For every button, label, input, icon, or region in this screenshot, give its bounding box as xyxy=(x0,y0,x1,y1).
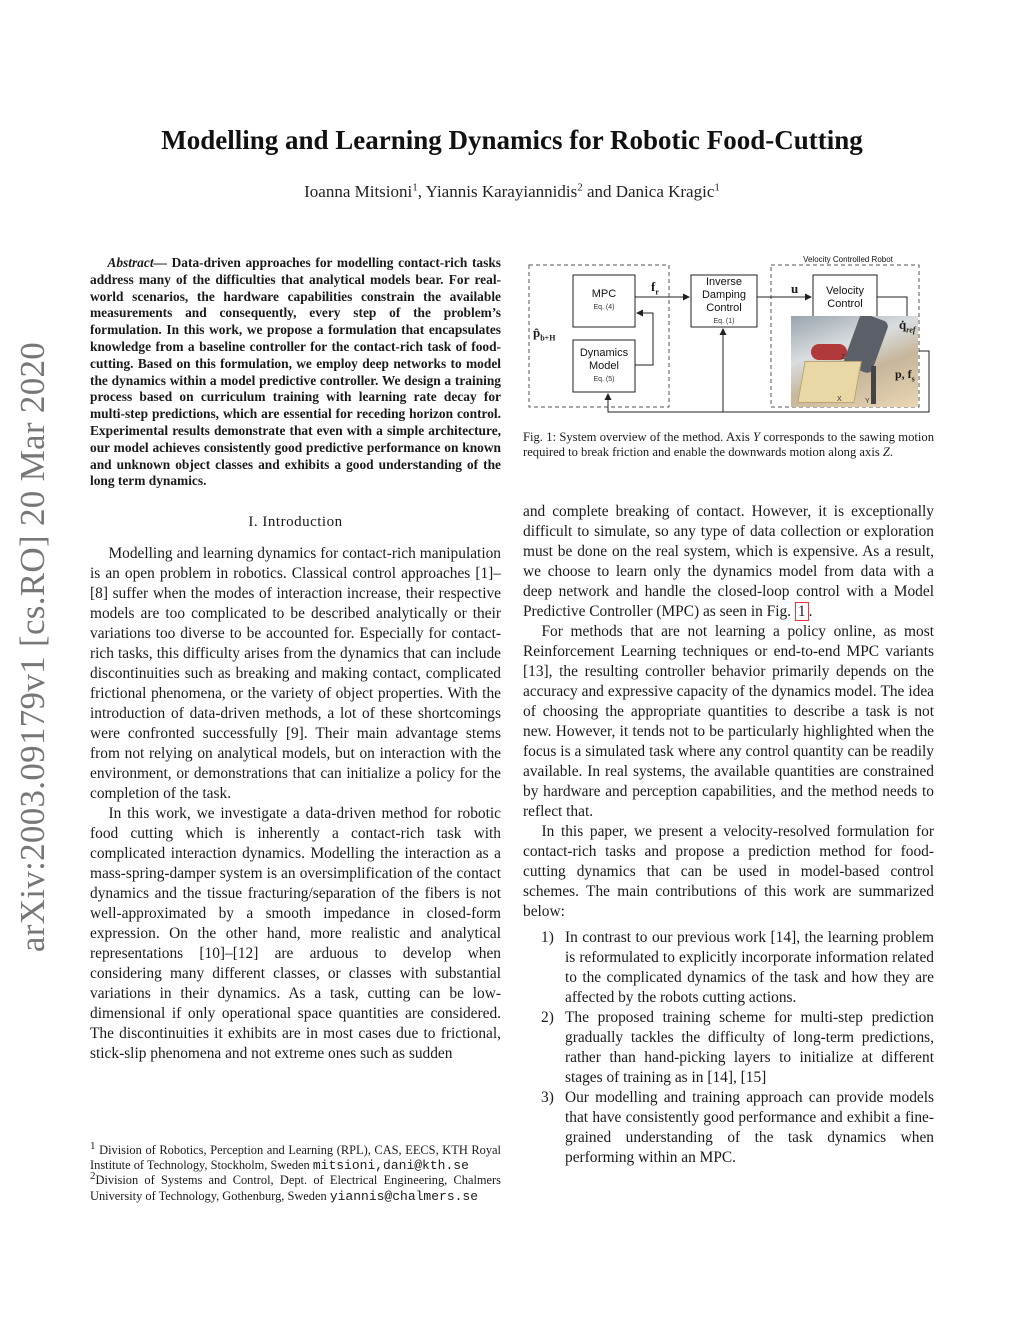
caption-axis-z: Z xyxy=(882,445,890,459)
contribution-item: 3) Our modelling and training approach can provide models that have consistently good performance and exhibit a fine-grained understanding of the task dynamics when performing within an MPC. xyxy=(541,1089,934,1166)
section-heading-introduction: I. Introduction xyxy=(248,514,343,531)
intro-paragraph-1: Modelling and learning dynamics for contact-rich manipulation is an open problem in robotics. Classical control approaches [1]–[8] suffer when the modes of interaction increase, their respective models are too complicated to be described analytically or their variations too diverse to be accounted for. Especially for contact-rich tasks, this difficulty arises from the dynamics that can include discontinuities such as breaking and making contact, complicated frictional phenomena, or the variety of object properties. With the introduction of data-driven methods, a lot of these shortcomings were confronted successfully [9]. Their main advantage stems from not relying on analytical models, but on interaction with the environment, or demonstrations that can initialize a policy for the completion of the task. xyxy=(90,545,501,803)
idc-label xyxy=(691,276,757,328)
idc-title-1: Inverse xyxy=(705,276,743,288)
idc-eq: Eq. (1) xyxy=(713,318,735,325)
author-1: Ioanna Mitsioni xyxy=(304,182,413,201)
idc-title-2: Damping xyxy=(701,289,747,301)
right-column xyxy=(523,502,934,1168)
robot-frame-label: Velocity Controlled Robot xyxy=(803,255,893,264)
footnote-1-email: mitsioni,dani@kth.se xyxy=(312,1158,469,1174)
intro-paragraph-2: In this work, we investigate a data-driven method for robotic food cutting which is inherently a contact-rich task with complicated interaction dynamics. Modelling the interaction as a mass-spring-damper system is an oversimplification of the contact dynamics and the tissue fracturing/separation of the fibers is not well-approximated by a smooth impedance in closed-form expression. On the other hand, more realistic and analytical representations [10]–[12] are arduous to develop when considering many different classes, or classes with substantial variations in their dynamics. As a task, cutting can be low-dimensional if only operational space quantities are considered. The discontinuities it exhibits are in most cases due to frictional, stick-slip phenomena and not extreme ones such as sudden xyxy=(90,805,501,1063)
footnote-2-text: Division of Systems and Control, Dept. of Electrical Engineering, Chalmers University of Technology, Gothenburg, Sweden xyxy=(90,1173,501,1203)
author-sep: , xyxy=(417,182,426,201)
left-column xyxy=(90,255,501,1064)
dyn-title-1: Dynamics xyxy=(579,347,629,359)
footnote-1-mark: 1 xyxy=(90,1139,96,1152)
abstract-text: — Data-driven approaches for modelling contact-rich tasks address many of the difficulties that analytical models bear. For real-world scenarios, the hardware capabilities constrain the available measurements and consequently, every step of the problem’s formulation. In this work, we propose a formulation that encapsulates knowledge from a baseline controller for the contact-rich task of food-cutting. Based on this formulation, we employ deep networks to model the dynamics within a model predictive controller. We design a training process based on curriculum training with learning rate decay for multi-step predictions, which are essential for receding horizon control. Experimental results demonstrate that even with a simple architecture, our model achieves consistently good predictive performance on known and unknown object classes and exhibits a good understanding of the long term dynamics. xyxy=(90,255,501,489)
footnote-2-mark: 2 xyxy=(90,1170,96,1183)
contribution-item: 2) The proposed training scheme for multi-step prediction gradually tackles the difficulty of long-term predictions, rather than hand-picking layers to initialize at different stages of training as in [14], [15] xyxy=(541,1009,934,1086)
caption-text-2: corresponds to the sawing motion required to break friction and enable the downwards motion along axis xyxy=(523,430,934,459)
dyn-eq: Eq. (5) xyxy=(593,376,615,383)
arxiv-id: arXiv:2003.09179v1 [cs.RO] 20 Mar 2020 xyxy=(13,341,52,953)
dynamics-label xyxy=(573,347,635,386)
author-1-affil: 1 xyxy=(412,181,418,194)
author-3: Danica Kragic xyxy=(615,182,715,201)
figure-caption xyxy=(523,430,934,460)
robot-stand xyxy=(871,366,876,404)
caption-text-1: System overview of the method. Axis xyxy=(556,430,754,444)
dyn-to-mpc-arrow xyxy=(635,313,653,365)
abstract-lead: Abstract xyxy=(107,255,154,270)
paper-title: Modelling and Learning Dynamics for Robotic Food-Cutting xyxy=(161,125,863,155)
axis-x-label: X xyxy=(837,396,842,403)
author-3-affil: 1 xyxy=(714,181,720,194)
idc-title-3: Control xyxy=(706,302,742,314)
author-list xyxy=(0,182,1024,202)
affiliation-footnotes xyxy=(90,1139,501,1204)
vc-title-1: Velocity xyxy=(826,285,864,297)
footnote-1-text: Division of Robotics, Perception and Learning (RPL), CAS, EECS, KTH Royal Institute of Technology, Stockholm, Sweden xyxy=(90,1143,501,1173)
author-sep: and xyxy=(582,182,616,201)
right-paragraph-1: and complete breaking of contact. However, it is exceptionally difficult to simulate, so any type of data collection or exploration must be done on the real system, which is expensive. As a result, we choose to learn only the dynamics model from data with a deep network and handle the closed-loop control with a Model Predictive Controller (MPC) as seen in Fig. 1 . xyxy=(523,503,934,620)
axis-y-label: Y xyxy=(865,398,870,405)
signal-p-fs: p, $f_s$ xyxy=(895,367,915,384)
signal-fr: $f_r$ xyxy=(651,279,659,297)
dyn-title-2: Model xyxy=(589,360,619,372)
arxiv-sidebar xyxy=(8,341,58,953)
mpc-title: MPC xyxy=(591,288,617,300)
velocity-control-label xyxy=(813,285,877,311)
footnote-2-email: yiannis@chalmers.se xyxy=(329,1188,479,1204)
mpc-eq: Eq. (4) xyxy=(593,304,615,311)
axis-z-label: Z xyxy=(841,354,846,361)
caption-axis-y: Y xyxy=(753,430,761,444)
mpc-label xyxy=(573,288,635,314)
right-paragraph-2: For methods that are not learning a policy online, as most Reinforcement Learning techniques or end-to-end MPC variants [13], the resulting controller behavior primarily depends on the accuracy and expressive capacity of the dynamics model. The idea of choosing the appropriate quantities to describe a task is not new. However, it tends not to be particularly highlighted when the focus is a simulated task where any control quantity can be readily available. In real systems, the available quantities are constrained by hardware and perception capabilities, and the method needs to reflect that. xyxy=(523,623,934,820)
contribution-item: 1) In contrast to our previous work [14], the learning problem is reformulated to explicitly incorporate information related to the complicated dynamics of the task and how they are affected by the robots cutting actions. xyxy=(541,929,934,1006)
vc-title-2: Control xyxy=(827,298,863,310)
author-2: Yiannis Karayiannidis xyxy=(425,182,578,201)
right-paragraph-3: In this paper, we present a velocity-resolved formulation for contact-rich tasks and propose a prediction method for food-cutting dynamics that can be used in model-based control schemes. The main contributions of this work are summarized below: xyxy=(523,823,934,920)
author-2-affil: 2 xyxy=(577,181,583,194)
signal-p-hat: $p̂_{b+H}$ xyxy=(533,325,556,343)
footnote-2 xyxy=(90,1170,501,1204)
footnote-1 xyxy=(90,1139,501,1174)
system-overview-figure xyxy=(523,255,937,420)
figure-ref-link[interactable]: 1 xyxy=(795,602,809,621)
food-block xyxy=(797,361,861,403)
caption-label: Fig. 1: xyxy=(523,430,557,444)
abstract xyxy=(90,255,501,490)
caption-text-3: . xyxy=(889,445,894,459)
signal-u: u xyxy=(791,281,799,296)
contribution-list xyxy=(523,928,934,1168)
signal-q-ref: $q̇_{ref}$ xyxy=(899,317,916,335)
